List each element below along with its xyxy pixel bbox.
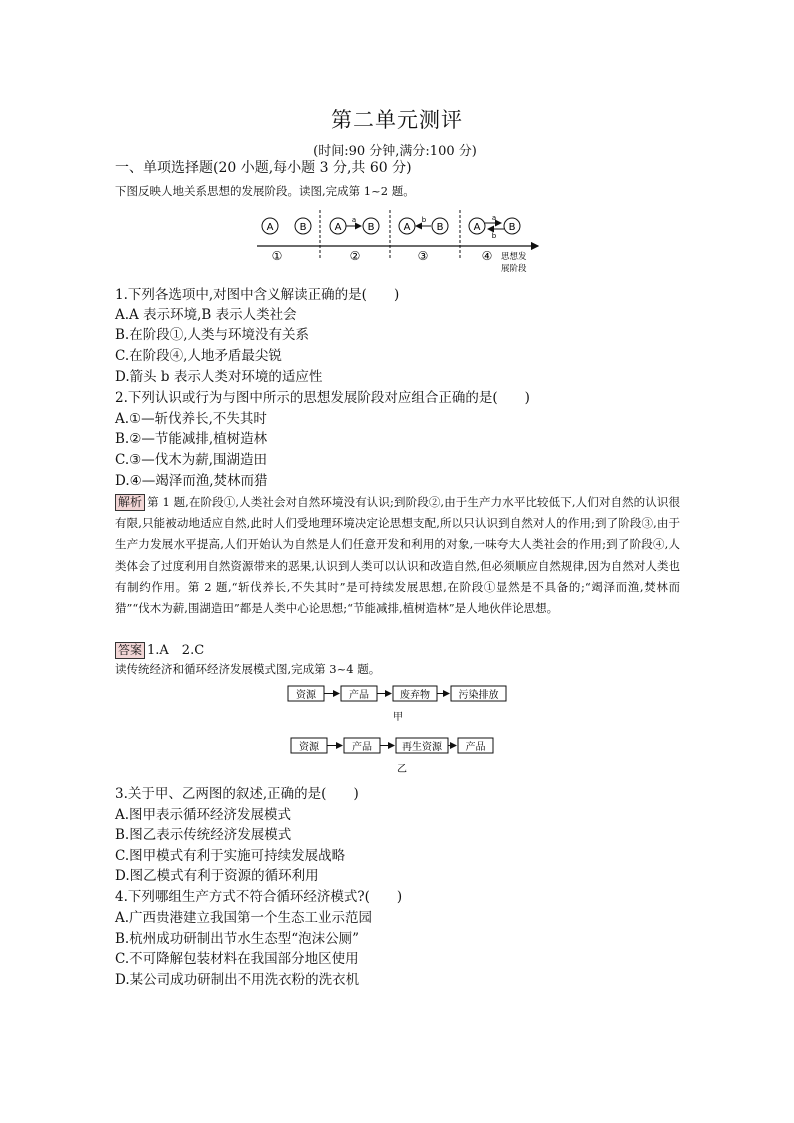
flow-box-resource: 资源	[296, 690, 316, 701]
node-a: A	[473, 222, 481, 233]
q4-stem: 4.下列哪组生产方式不符合循环经济模式?( )	[115, 889, 403, 905]
flow-label-yi: 乙	[397, 764, 407, 775]
flow-box-recycled: 再生资源	[402, 742, 442, 753]
axis-label-line2: 展阶段	[501, 264, 527, 274]
analysis-block	[115, 492, 680, 619]
stage-label-2: ②	[349, 249, 361, 263]
stage3-nodes	[399, 216, 448, 234]
flow-box-product: 产品	[352, 742, 372, 753]
answer-text: 1.A 2.C	[147, 643, 205, 658]
stage-label-3: ③	[417, 249, 429, 263]
stage4-nodes	[469, 214, 520, 240]
q2-option-a[interactable]: A.①—斩伐养长,不失其时	[115, 411, 267, 427]
axis-label-line1: 思想发	[501, 252, 527, 262]
arrow-a-label: a	[491, 214, 497, 222]
q2-option-d[interactable]: D.④—竭泽而渔,焚林而猎	[115, 473, 268, 489]
node-b: B	[508, 222, 516, 233]
flow-box-pollution: 污染排放	[458, 690, 499, 701]
q3-option-d[interactable]: D.图乙模式有利于资源的循环利用	[115, 868, 319, 884]
q2-option-c[interactable]: C.③—伐木为薪,围湖造田	[115, 452, 268, 468]
node-a: A	[266, 222, 274, 233]
stage-label-4: ④	[481, 249, 493, 263]
node-a: A	[403, 222, 411, 233]
q1-option-a[interactable]: A.A 表示环境,B 表示人类社会	[115, 307, 297, 323]
q1-stem: 1.下列各选项中,对图中含义解读正确的是( )	[115, 287, 400, 303]
flow-box-product: 产品	[349, 690, 369, 701]
answer-block	[115, 639, 204, 659]
analysis-tag: 解析	[115, 494, 145, 511]
answer-tag: 答案	[115, 642, 145, 659]
q2-stem: 2.下列认识或行为与图中所示的思想发展阶段对应组合正确的是( )	[115, 390, 530, 406]
stage2-nodes	[330, 216, 379, 234]
q2-option-b[interactable]: B.②—节能减排,植树造林	[115, 431, 268, 447]
q4-option-b[interactable]: B.杭州成功研制出节水生态型“泡沫公厕”	[115, 931, 360, 947]
q3-option-b[interactable]: B.图乙表示传统经济发展模式	[115, 827, 292, 843]
flow-box-product-2: 产品	[465, 742, 486, 753]
stage-diagram	[255, 208, 550, 276]
q3-stem: 3.关于甲、乙两图的叙述,正确的是( )	[115, 786, 359, 802]
flow-box-resource: 资源	[299, 742, 319, 753]
stage-label-1: ①	[271, 249, 283, 263]
stage1-nodes	[262, 218, 311, 234]
q3-option-a[interactable]: A.图甲表示循环经济发展模式	[115, 807, 292, 823]
arrow-b-label: b	[421, 216, 427, 224]
node-b: B	[436, 222, 444, 233]
flow-diagram-jia	[287, 684, 509, 724]
q1-option-c[interactable]: C.在阶段④,人地矛盾最尖锐	[115, 348, 282, 364]
analysis-text: 第 1 题,在阶段①,人类社会对自然环境没有认识;到阶段②,由于生产力水平比较低下,人们对自然的认识很有限,只能被动地适应自然,此时人们受地理环境决定论思想支配,所以只认识到自然对人的作用;到了阶段③,由于生产力发展水平提高,人们开始认为自然是人们任意开发和利用的对象,一味夸大人类社会的作用;到了阶段④,人类体会了过度利用自然资源带来的恶果,认识到人类可以认识和改造自然,但必须顺应自然规律,因为自然对人类也有制约作用。第 2 题,“斩伐养长,不失其时”是可持续发展思想,在阶段①显然是不具备的;“竭泽而渔,焚林而猎”“伐木为薪,围湖造田”都是人类中心论思想;“节能减排,植树造林”是人地伙伴论思想。	[115, 495, 680, 616]
flow-label-jia: 甲	[393, 712, 403, 723]
intro-q3-4: 读传统经济和循环经济发展模式图,完成第 3~4 题。	[115, 662, 381, 676]
page-title: 第二单元测评	[331, 108, 463, 132]
q4-option-d[interactable]: D.某公司成功研制出不用洗衣粉的洗衣机	[115, 972, 360, 988]
arrow-b-label: b	[491, 232, 497, 240]
node-b: B	[299, 222, 307, 233]
arrow-a-label: a	[351, 216, 357, 224]
intro-q1-2: 下图反映人地关系思想的发展阶段。读图,完成第 1~2 题。	[115, 184, 415, 198]
flow-box-waste: 废弃物	[400, 690, 430, 701]
q1-option-d[interactable]: D.箭头 b 表示人类对环境的适应性	[115, 369, 323, 385]
section-heading: 一、单项选择题(20 小题,每小题 3 分,共 60 分)	[115, 160, 412, 176]
node-a: A	[334, 222, 342, 233]
q4-option-c[interactable]: C.不可降解包装材料在我国部分地区使用	[115, 951, 359, 967]
q1-option-b[interactable]: B.在阶段①,人类与环境没有关系	[115, 327, 310, 343]
q4-option-a[interactable]: A.广西贵港建立我国第一个生态工业示范园	[115, 910, 373, 926]
q3-option-c[interactable]: C.图甲模式有利于实施可持续发展战略	[115, 848, 346, 864]
node-b: B	[367, 222, 375, 233]
page-subtitle: (时间:90 分钟,满分:100 分)	[313, 144, 477, 159]
flow-diagram-yi	[290, 736, 495, 776]
